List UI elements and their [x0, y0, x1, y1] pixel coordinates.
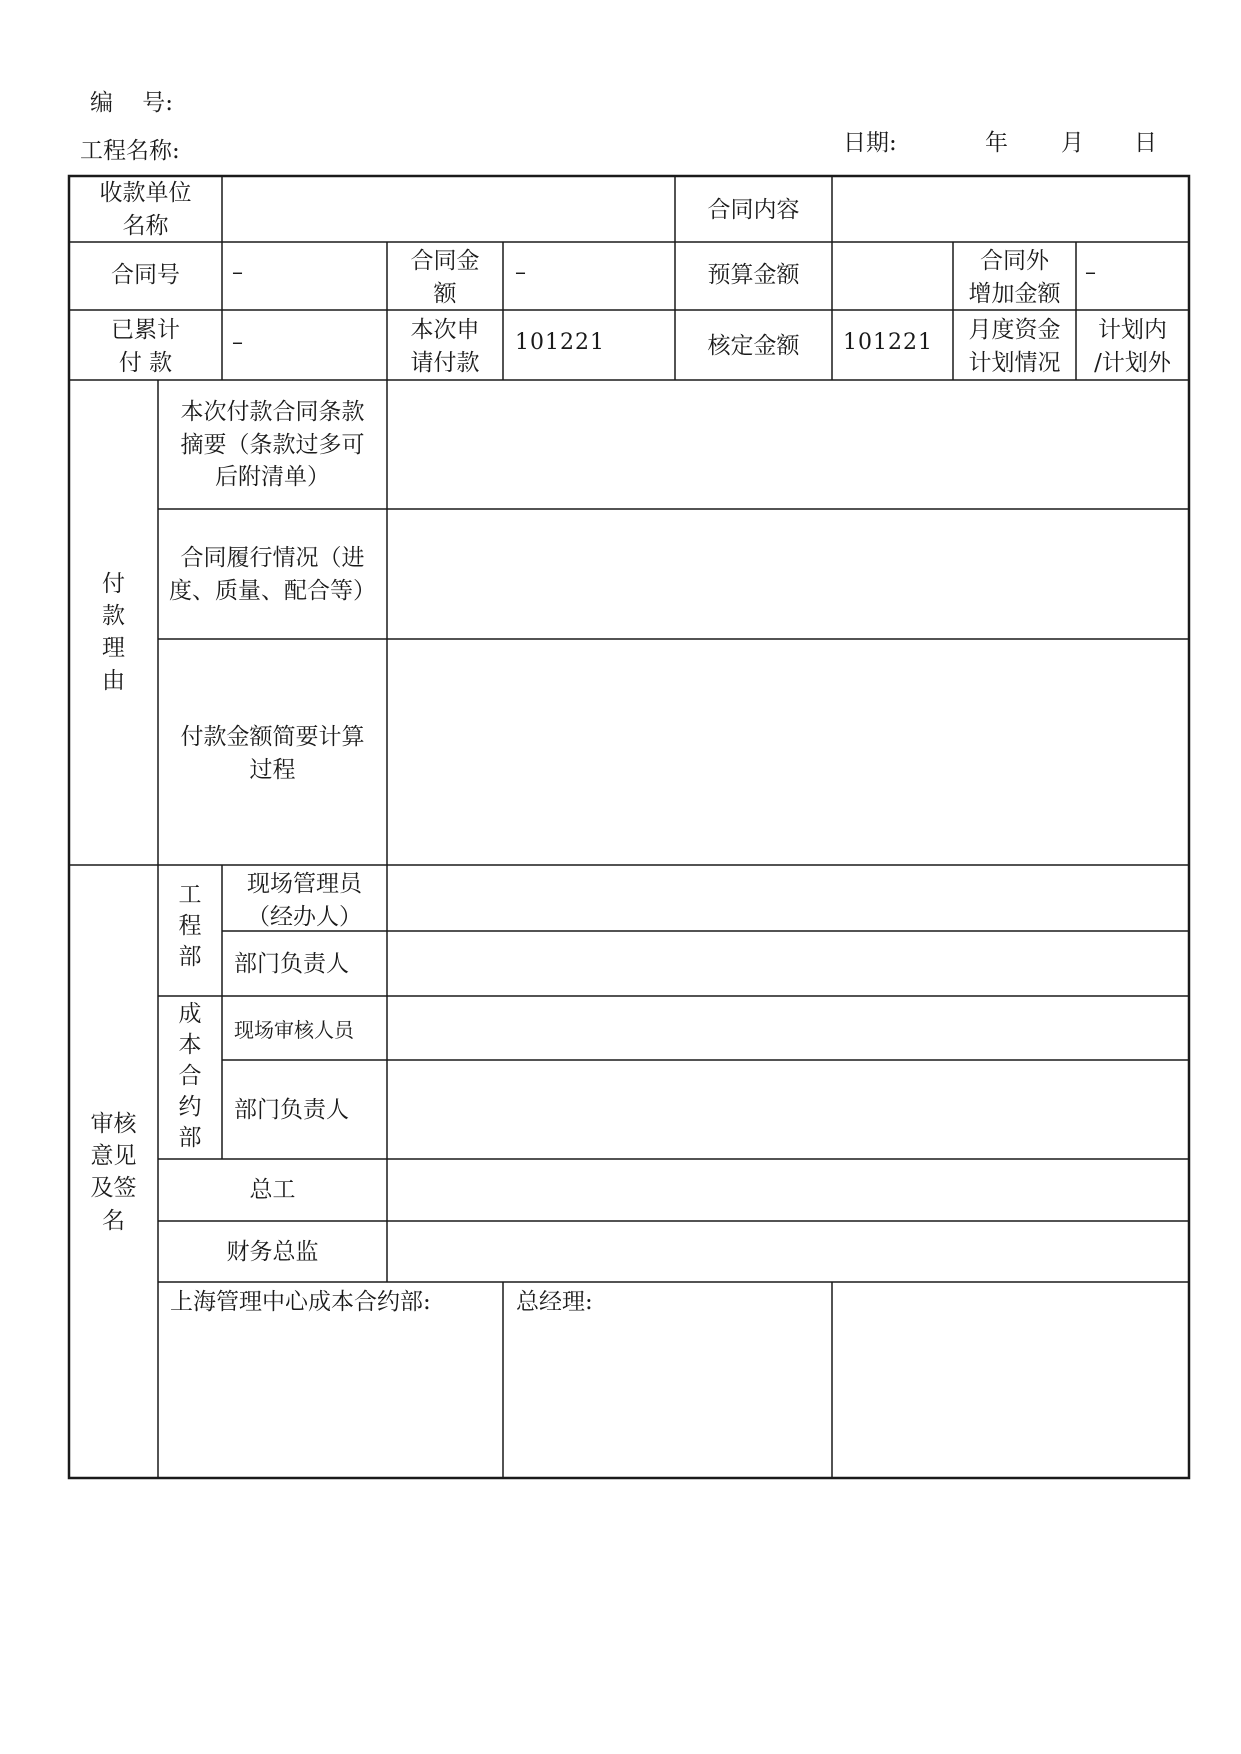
monthly-plan-value[interactable]: 计划内 /计划外 [1094, 317, 1171, 376]
clause-summary-label: 本次付款合同条款 摘要（条款过多可 后附清单） [180, 399, 365, 491]
contract-content-label: 合同内容 [707, 197, 800, 223]
date-label: 日期: [843, 130, 897, 156]
current-request-label: 本次申 请付款 [410, 317, 480, 376]
cumulative-paid-label: 已累计 付 款 [111, 317, 180, 376]
calculation-label: 付款金额简要计算 过程 [180, 724, 365, 783]
review-label-line: 意见 [90, 1143, 137, 1170]
cost-dept-char: 部 [178, 1125, 202, 1152]
site-auditor-signature[interactable] [389, 998, 1187, 1058]
engineering-dept-char: 部 [178, 944, 202, 971]
calculation-field[interactable] [389, 641, 1187, 863]
review-label-line: 及签 [90, 1175, 137, 1202]
chief-engineer-label: 总工 [249, 1177, 296, 1203]
review-label-line: 名 [102, 1207, 125, 1234]
extra-amount-label: 合同外 增加金额 [968, 248, 1061, 307]
shanghai-cost-dept-signature[interactable] [160, 1320, 501, 1476]
engineering-dept-char: 工 [178, 882, 202, 908]
review-section-label [69, 1108, 158, 1237]
contract-amount-value[interactable]: – [515, 260, 527, 285]
engineering-dept-head-signature[interactable] [389, 933, 1187, 994]
review-label-line: 审核 [90, 1111, 137, 1137]
project-name-label: 工程名称: [80, 138, 180, 164]
cfo-label: 财务总监 [226, 1239, 319, 1265]
monthly-plan-label: 月度资金 计划情况 [968, 317, 1061, 376]
shanghai-cost-dept-label: 上海管理中心成本合约部: [170, 1289, 431, 1315]
payment-reason-char: 理 [102, 635, 125, 662]
budget-amount-label: 预算金额 [707, 262, 800, 288]
general-manager-signature[interactable] [505, 1320, 830, 1476]
site-manager-signature[interactable] [389, 867, 1187, 929]
cfo-signature[interactable] [389, 1223, 1187, 1280]
payment-reason-char: 由 [102, 667, 125, 694]
contract-content-field[interactable] [834, 178, 1187, 240]
payment-reason-char: 付 [102, 571, 125, 597]
payee-name-label: 收款单位 名称 [99, 180, 192, 239]
payment-reason-section-label [69, 568, 158, 697]
general-manager-label: 总经理: [516, 1289, 593, 1315]
site-auditor-label: 现场审核人员 [234, 1018, 354, 1042]
clause-summary-field[interactable] [389, 382, 1187, 507]
cost-dept-head-label: 部门负责人 [234, 1097, 349, 1123]
cost-dept-head-signature[interactable] [389, 1062, 1187, 1157]
performance-label: 合同履行情况（进 度、质量、配合等） [169, 545, 376, 604]
cost-dept-char: 合 [178, 1063, 202, 1090]
approved-amount-value[interactable]: 101221 [843, 330, 933, 355]
contract-number-value[interactable]: – [232, 260, 244, 285]
payment-reason-char: 款 [102, 603, 125, 630]
budget-amount-field[interactable] [834, 244, 951, 308]
cost-contract-dept-label [158, 999, 222, 1154]
cumulative-paid-value[interactable]: – [232, 330, 244, 355]
cost-dept-char: 约 [178, 1094, 202, 1121]
date-month-label: 月 [1061, 130, 1084, 156]
approved-amount-label: 核定金额 [707, 333, 800, 359]
date-day-label: 日 [1134, 130, 1157, 156]
engineering-dept-char: 程 [178, 913, 202, 940]
blank-signature-cell[interactable] [834, 1284, 1187, 1476]
extra-amount-value[interactable]: – [1085, 260, 1097, 285]
contract-number-label: 合同号 [111, 262, 180, 288]
cost-dept-char: 本 [178, 1032, 202, 1059]
cost-dept-char: 成 [178, 1001, 202, 1027]
engineering-dept-label [158, 880, 222, 973]
performance-field[interactable] [389, 511, 1187, 637]
payee-name-field[interactable] [224, 178, 673, 240]
current-request-value[interactable]: 101221 [515, 330, 605, 355]
chief-engineer-signature[interactable] [389, 1161, 1187, 1219]
date-year-label: 年 [985, 130, 1008, 156]
engineering-dept-head-label: 部门负责人 [234, 951, 349, 977]
number-label: 编 号: [90, 90, 173, 116]
site-manager-label: 现场管理员 （经办人） [247, 871, 362, 930]
contract-amount-label: 合同金 额 [410, 248, 480, 307]
